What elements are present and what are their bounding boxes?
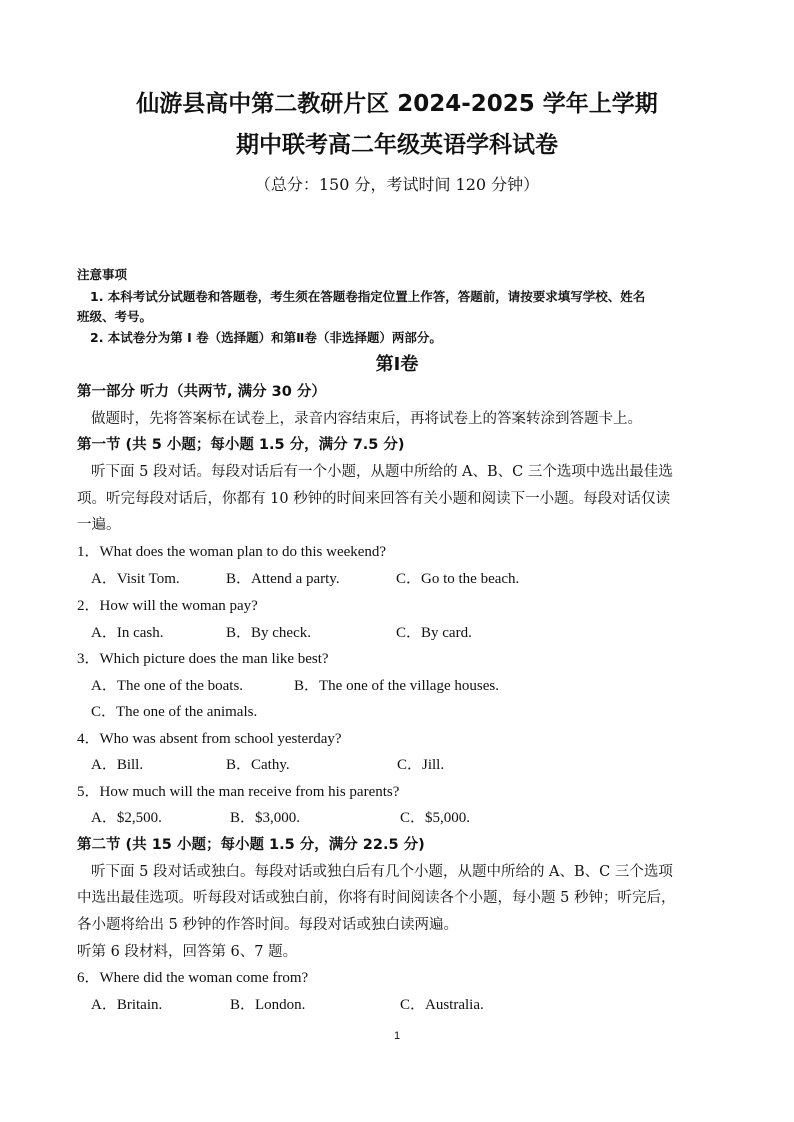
question-4-option-a: A．Bill. bbox=[91, 757, 144, 773]
exam-title-line2: 期中联考高二年级英语学科试卷 bbox=[236, 132, 558, 158]
question-5-option-c: C．$5,000. bbox=[400, 810, 471, 826]
question-4-option-b: B．Cathy. bbox=[226, 757, 290, 773]
question-6-option-a: A．Britain. bbox=[91, 997, 163, 1013]
notice-heading: 注意事项 bbox=[77, 267, 128, 282]
part1-heading: 第一部分 听力（共两节, 满分 30 分） bbox=[77, 384, 326, 400]
question-3-option-b: B．The one of the village houses. bbox=[294, 678, 499, 694]
section1-instruction-line1: 听下面 5 段对话。每段对话后有一个小题，从题中所给的 A、B、C 三个选项中选出最佳选 bbox=[91, 464, 673, 480]
question-5-option-b: B．$3,000. bbox=[230, 810, 301, 826]
question-1-option-a: A．Visit Tom. bbox=[91, 571, 180, 587]
question-3-stem: 3．Which picture does the man like best? bbox=[77, 651, 329, 667]
question-5-option-a: A．$2,500. bbox=[91, 810, 162, 826]
section2-instruction-line3: 各小题将给出 5 秒钟的作答时间。每段对话或独白读两遍。 bbox=[77, 917, 458, 933]
notice-item1-line1: 1. 本科考试分试题卷和答题卷，考生须在答题卷指定位置上作答，答题前，请按要求填写学校、姓名 bbox=[90, 289, 646, 304]
question-6-stem: 6．Where did the woman come from? bbox=[77, 970, 309, 986]
notice-item2: 2. 本试卷分为第 I 卷（选择题）和第Ⅱ卷（非选择题）两部分。 bbox=[90, 330, 442, 345]
question-2-option-a: A．In cash. bbox=[91, 625, 164, 641]
section1-instruction-line3: 一遍。 bbox=[77, 517, 121, 533]
question-2-stem: 2．How will the woman pay? bbox=[77, 598, 258, 614]
question-1-option-c: C．Go to the beach. bbox=[396, 571, 520, 587]
question-1-option-b: B．Attend a party. bbox=[226, 571, 340, 587]
question-4-stem: 4．Who was absent from school yesterday? bbox=[77, 731, 342, 747]
part1-instruction: 做题时，先将答案标在试卷上，录音内容结束后，再将试卷上的答案转涂到答题卡上。 bbox=[91, 411, 642, 427]
page-number: 1 bbox=[393, 1030, 401, 1042]
section2-heading: 第二节 (共 15 小题；每小题 1.5 分，满分 22.5 分) bbox=[77, 837, 425, 853]
section2-instruction-line1: 听下面 5 段对话或独白。每段对话或独白后有几个小题，从题中所给的 A、B、C 三个选项 bbox=[91, 864, 673, 880]
section1-instruction-line2: 项。听完每段对话后，你都有 10 秒钟的时间来回答有关小题和阅读下一小题。每段对话仅读 bbox=[77, 491, 671, 507]
material-6-instruction: 听第 6 段材料，回答第 6、7 题。 bbox=[77, 944, 298, 960]
notice-item1-line2: 班级、考号。 bbox=[77, 309, 153, 324]
section2-instruction-line2: 中选出最佳选项。听每段对话或独白前，你将有时间阅读各个小题，每小题 5 秒钟；听完后， bbox=[77, 890, 676, 906]
exam-subtitle: （总分：150 分，考试时间 120 分钟） bbox=[254, 175, 540, 194]
question-2-option-b: B．By check. bbox=[226, 625, 311, 641]
question-4-option-c: C．Jill. bbox=[397, 757, 445, 773]
question-2-option-c: C．By card. bbox=[396, 625, 472, 641]
volume-title: 第Ⅰ卷 bbox=[375, 354, 419, 375]
question-1-stem: 1．What does the woman plan to do this weekend? bbox=[77, 544, 387, 560]
question-3-option-a: A．The one of the boats. bbox=[91, 678, 244, 694]
question-6-option-c: C．Australia. bbox=[400, 997, 484, 1013]
section1-heading: 第一节 (共 5 小题；每小题 1.5 分，满分 7.5 分) bbox=[77, 437, 405, 453]
question-6-option-b: B．London. bbox=[230, 997, 306, 1013]
question-5-stem: 5．How much will the man receive from his parents? bbox=[77, 784, 400, 800]
exam-title-line1: 仙游县高中第二教研片区 2024-2025 学年上学期 bbox=[136, 91, 658, 117]
question-3-option-c: C．The one of the animals. bbox=[91, 704, 258, 720]
